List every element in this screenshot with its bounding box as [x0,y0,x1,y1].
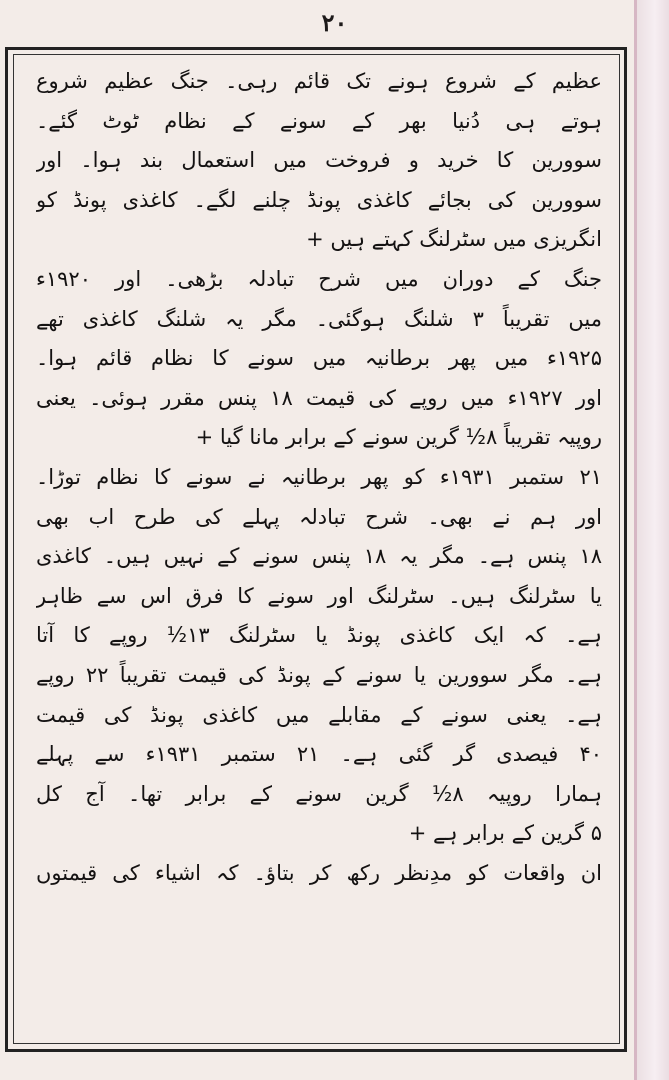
text-line: ان واقعات کو مدِنظر رکھ کر بتاؤ۔ کہ اشیاء کی قیمتوں [36,860,602,885]
text-line: جنگ کے دوران میں شرح تبادلہ بڑھی۔ اور ۱۹۲۰ء [36,266,602,291]
text-line: میں تقریباً ۳ شلنگ ہوگئی۔ مگر یہ شلنگ کاغذی تھے [36,306,602,331]
text-line: ۲۱ ستمبر ۱۹۳۱ء کو پھر برطانیہ نے سونے کا نظام توڑا۔ [36,464,602,489]
text-line: یا سٹرلنگ ہیں۔ سٹرلنگ اور سونے کا فرق اس سے ظاہر [36,583,602,608]
text-line: سوورین کا خرید و فروخت میں استعمال بند ہوا۔ اور [36,148,602,173]
text-line: ہے۔ مگر سوورین یا سونے کے پونڈ کی قیمت تقریباً ۲۲ روپے [36,662,602,687]
text-line: عظیم کے شروع ہونے تک قائم رہی۔ جنگ عظیم شروع [36,69,602,93]
text-line: ۴۰ فیصدی گر گئی ہے۔ ۲۱ ستمبر ۱۹۳۱ء سے پہلے [36,742,602,767]
text-line: ۱۹۲۵ء میں پھر برطانیہ میں سونے کا نظام قائم ہوا۔ [36,346,602,371]
text-line: ہے۔ کہ ایک کاغذی پونڈ یا سٹرلنگ ۱۳½ روپے کا آتا [36,623,602,648]
text-line: ۵ گرین کے برابر ہے + [408,821,602,846]
text-line: انگریزی میں سٹرلنگ کہتے ہیں + [306,227,602,252]
body-text [36,62,602,1030]
text-line: ہوتے ہی دُنیا بھر کے سونے کے نظام ٹوٹ گئے۔ [36,108,602,133]
text-line: اور ہم نے بھی۔ شرح تبادلہ پہلے کی طرح اب بھی [36,504,602,529]
page-edge [634,0,669,1080]
text-line: ہے۔ یعنی سونے کے مقابلے میں کاغذی پونڈ کی قیمت [36,702,602,727]
text-line: ۱۸ پنس ہے۔ مگر یہ ۱۸ پنس سونے کے نہیں ہیں۔ کاغذی [36,544,602,569]
text-line: اور ۱۹۲۷ء میں روپے کی قیمت ۱۸ پنس مقرر ہوئی۔ یعنی [36,385,602,410]
text-line: روپیہ تقریباً ۸½ گرین سونے کے برابر مانا گیا + [195,425,602,450]
text-line: ہمارا روپیہ ۸½ گرین سونے کے برابر تھا۔ آج کل [36,781,602,806]
text-line: سوورین کی بجائے کاغذی پونڈ چلنے لگے۔ کاغذی پونڈ کو [36,187,602,212]
page-number: ۲۰ [321,8,348,37]
